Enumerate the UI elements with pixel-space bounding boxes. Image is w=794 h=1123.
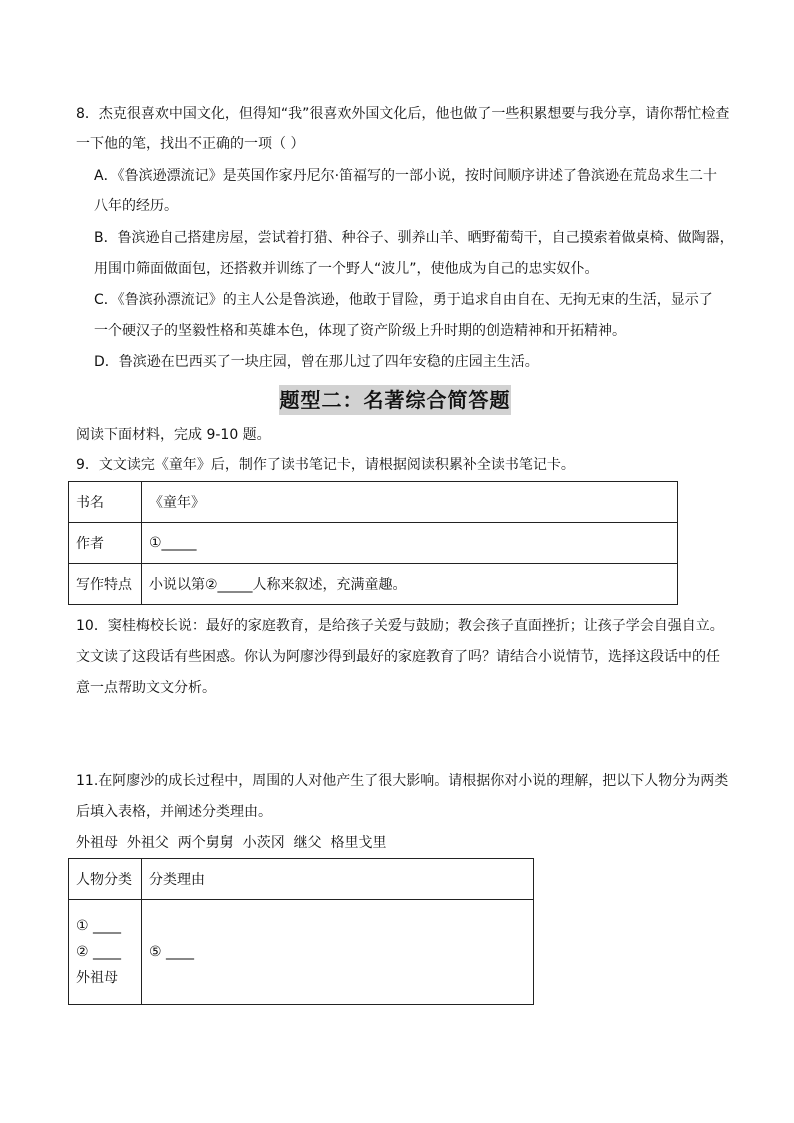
table-row — [69, 482, 678, 523]
q10-line3: 意一点帮助文文分析。 — [76, 680, 216, 696]
q8-stem-line2: 一下他的笔，找出不正确的一项（ ） — [76, 136, 305, 152]
author-answer-blank: ①_____ — [142, 523, 678, 564]
classification-blank-1: ① ____ — [76, 918, 122, 934]
reading-intro: 阅读下面材料，完成 9-10 题。 — [76, 427, 271, 443]
q9-stem: 9．文文读完《童年》后，制作了读书笔记卡，请根据阅读积累补全读书笔记卡。 — [76, 457, 575, 473]
q8-option-d: D．鲁滨逊在巴西买了一块庄园，曾在那儿过了四年安稳的庄园主生活。 — [94, 354, 539, 370]
q8-stem-line1: 8．杰克很喜欢中国文化，但得知“我”很喜欢外国文化后，他也做了一些积累想要与我分享，请你帮忙检查 — [76, 106, 730, 122]
character-classification-table — [68, 858, 534, 1005]
table-cell-key: 写作特点 — [69, 564, 142, 605]
q10-line2: 文文读了这段话有些困惑。你认为阿廖沙得到最好的家庭教育了吗？请结合小说情节，选择这段话中的任 — [76, 649, 720, 665]
table-cell-key: 书名 — [69, 482, 142, 523]
table-row — [69, 564, 678, 605]
q8-option-c-line1: C．《鲁滨孙漂流记》的主人公是鲁滨逊，他敢于冒险，勇于追求自由自在、无拘无束的生活，显示了 — [94, 292, 713, 308]
q8-option-a-line1: A．《鲁滨逊漂流记》是英国作家丹尼尔·笛福写的一部小说，按时间顺序讲述了鲁滨逊在荒岛求生二十 — [94, 168, 718, 184]
q8-option-a-line2: 八年的经历。 — [94, 198, 178, 214]
classification-example: 外祖母 — [76, 970, 118, 986]
classification-blank-2: ② ____ — [76, 944, 122, 960]
table-cell-key: 作者 — [69, 523, 142, 564]
table-header-row — [69, 859, 534, 900]
q11-people-list: 外祖母 外祖父 两个舅舅 小茨冈 继父 格里戈里 — [76, 835, 387, 851]
header-classification: 人物分类 — [69, 859, 142, 900]
classification-cell — [69, 900, 142, 1005]
table-row — [69, 900, 534, 1005]
header-reason: 分类理由 — [142, 859, 534, 900]
writing-feature-blank: 小说以第②_____人称来叙述，充满童趣。 — [142, 564, 678, 605]
reason-blank: ⑤ ____ — [142, 900, 534, 1005]
reading-note-card-table — [68, 481, 678, 605]
q8-option-c-line2: 一个硬汉子的坚毅性格和英雄本色，体现了资产阶级上升时期的创造精神和开拓精神。 — [94, 323, 626, 339]
table-cell-value: 《童年》 — [142, 482, 678, 523]
q8-option-b-line2: 用围巾筛面做面包，还搭救并训练了一个野人“波儿”，使他成为自己的忠实奴仆。 — [94, 261, 599, 277]
table-row — [69, 523, 678, 564]
q11-line2: 后填入表格，并阐述分类理由。 — [76, 804, 272, 820]
q8-option-b-line1: B．鲁滨逊自己搭建房屋，尝试着打猎、种谷子、驯养山羊、晒野葡萄干，自己摸索着做桌椅、做陶器， — [94, 230, 734, 246]
q11-line1: 11.在阿廖沙的成长过程中，周围的人对他产生了很大影响。请根据你对小说的理解，把以下人物分为两类 — [76, 773, 729, 789]
section-heading: 题型二：名著综合简答题 — [279, 385, 511, 415]
q10-line1: 10．窦桂梅校长说：最好的家庭教育，是给孩子关爱与鼓励；教会孩子直面挫折；让孩子学会自强自立。 — [76, 618, 724, 634]
